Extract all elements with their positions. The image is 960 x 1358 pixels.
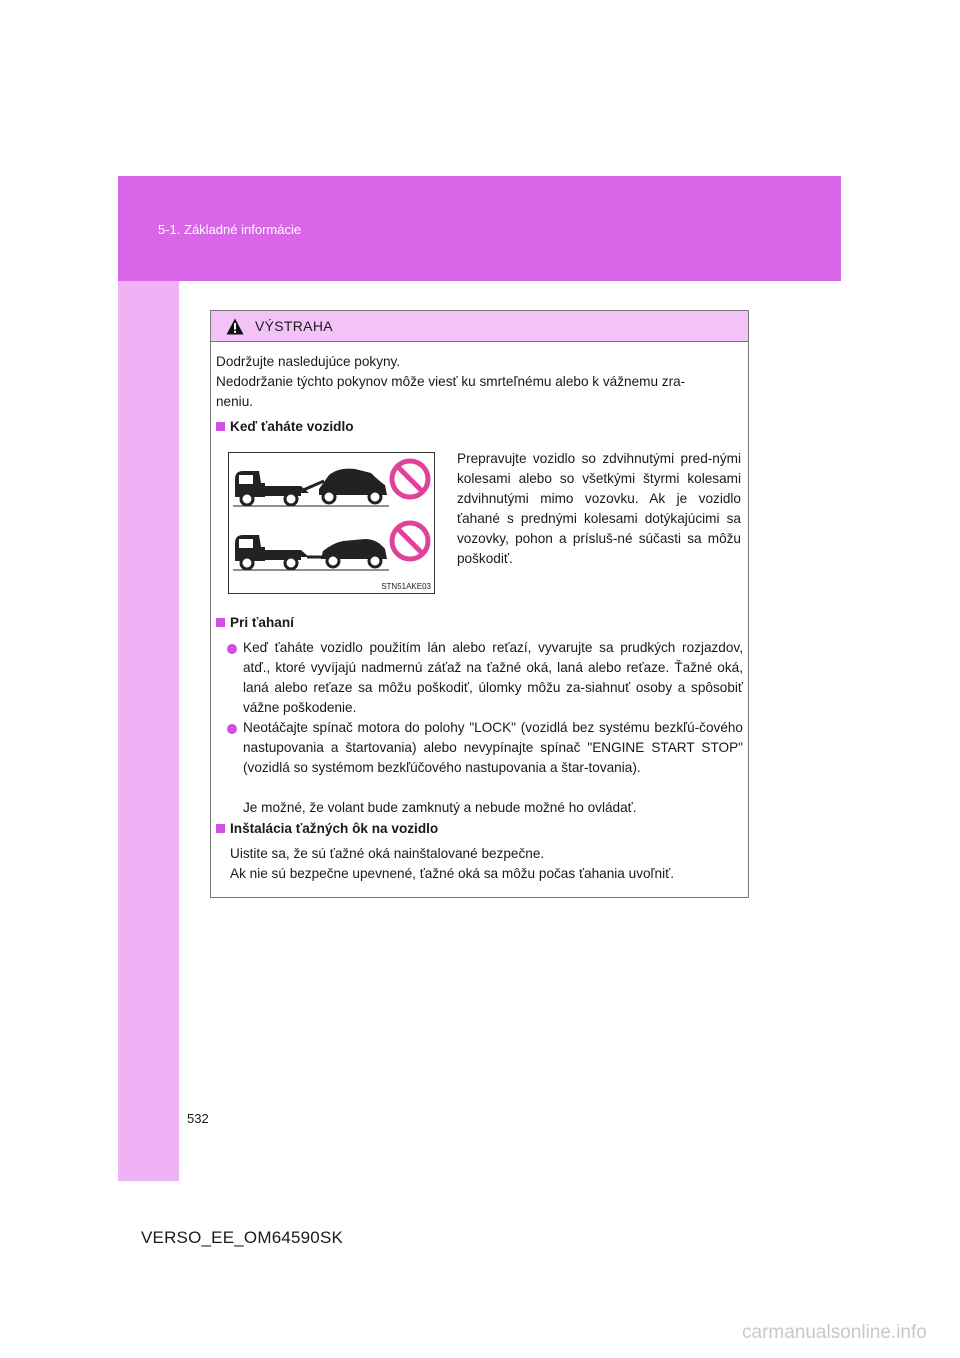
round-bullet-icon xyxy=(227,644,237,654)
towing-caution-1: Keď ťaháte vozidlo použitím lán alebo reťazí, vyvarujte sa prudkých rozjazdov, atď., ktoré vyvíjajú nadmernú záťaž na ťažné oká, laná alebo reťaze. Ťažné oká, laná alebo reťaze sa môžu poškodiť, úlomky môžu za-siahnuť osoby a spôsobiť vážne poškodenie. xyxy=(243,640,743,715)
warning-box xyxy=(210,310,749,898)
warning-triangle-icon xyxy=(226,318,244,335)
section-title: 5-1. Základné informácie xyxy=(158,222,302,237)
tow-eye-line-2: Ak nie sú bezpečne upevnené, ťažné oká sa môžu počas ťahania uvoľniť. xyxy=(230,866,674,881)
towing-illustration xyxy=(228,452,435,594)
warning-title: VÝSTRAHA xyxy=(255,318,333,334)
car-top xyxy=(319,469,387,503)
figure-code: STN51AKE03 xyxy=(381,582,431,591)
towing-description: Prepravujte vozidlo so zdvihnutými pred-nými kolesami alebo so všetkými štyrmi kolesami zdvihnutými mimo vozovku. Ak je vozidlo ťahané s prednými kolesami dotýkajúcimi sa vozovky, pohon a prísluš-né súčasti sa môžu poškodiť. xyxy=(457,451,741,566)
tow-truck-figure xyxy=(229,453,434,593)
square-bullet-icon xyxy=(216,422,225,431)
section-during-towing-title: Pri ťahaní xyxy=(230,615,294,630)
section-towing-heading xyxy=(216,417,354,437)
prohibited-icon-top xyxy=(392,461,428,497)
watermark-text: carmanualsonline.info xyxy=(742,1322,927,1343)
page-number: 532 xyxy=(187,1111,209,1126)
section-towing-title: Keď ťaháte vozidlo xyxy=(230,419,354,434)
car-bottom xyxy=(321,539,387,567)
square-bullet-icon xyxy=(216,618,225,627)
intro-line-1: Dodržujte nasledujúce pokyny. xyxy=(216,354,401,369)
towing-caution-2: Neotáčajte spínač motora do polohy "LOCK" (vozidlá bez systému bezkľú-čového nastupovania a štartovania) alebo nevypínajte spínač "ENGINE START STOP" (vozidlá so systémom bezkľúčového nastupovania a štar-tovania). xyxy=(243,720,743,775)
warning-header xyxy=(211,311,748,342)
square-bullet-icon xyxy=(216,824,225,833)
section-tow-eye-title: Inštalácia ťažných ôk na vozidlo xyxy=(230,821,439,836)
tow-truck-top xyxy=(235,471,324,505)
round-bullet-icon xyxy=(227,724,237,734)
prohibited-icon-bottom xyxy=(392,523,428,559)
section-during-towing-heading xyxy=(216,613,294,633)
intro-line-3: neniu. xyxy=(216,394,254,409)
tow-eye-line-1: Uistite sa, že sú ťažné oká nainštalované bezpečne. xyxy=(230,846,545,861)
tow-truck-bottom xyxy=(235,535,325,569)
towing-caution-2-note: Je možné, že volant bude zamknutý a nebude možné ho ovládať. xyxy=(243,800,637,815)
intro-line-2: Nedodržanie týchto pokynov môže viesť ku smrteľnému alebo k vážnemu zra- xyxy=(216,374,686,389)
section-tow-eye-heading xyxy=(216,819,438,839)
side-strip xyxy=(118,281,179,1181)
document-code: VERSO_EE_OM64590SK xyxy=(141,1228,344,1247)
